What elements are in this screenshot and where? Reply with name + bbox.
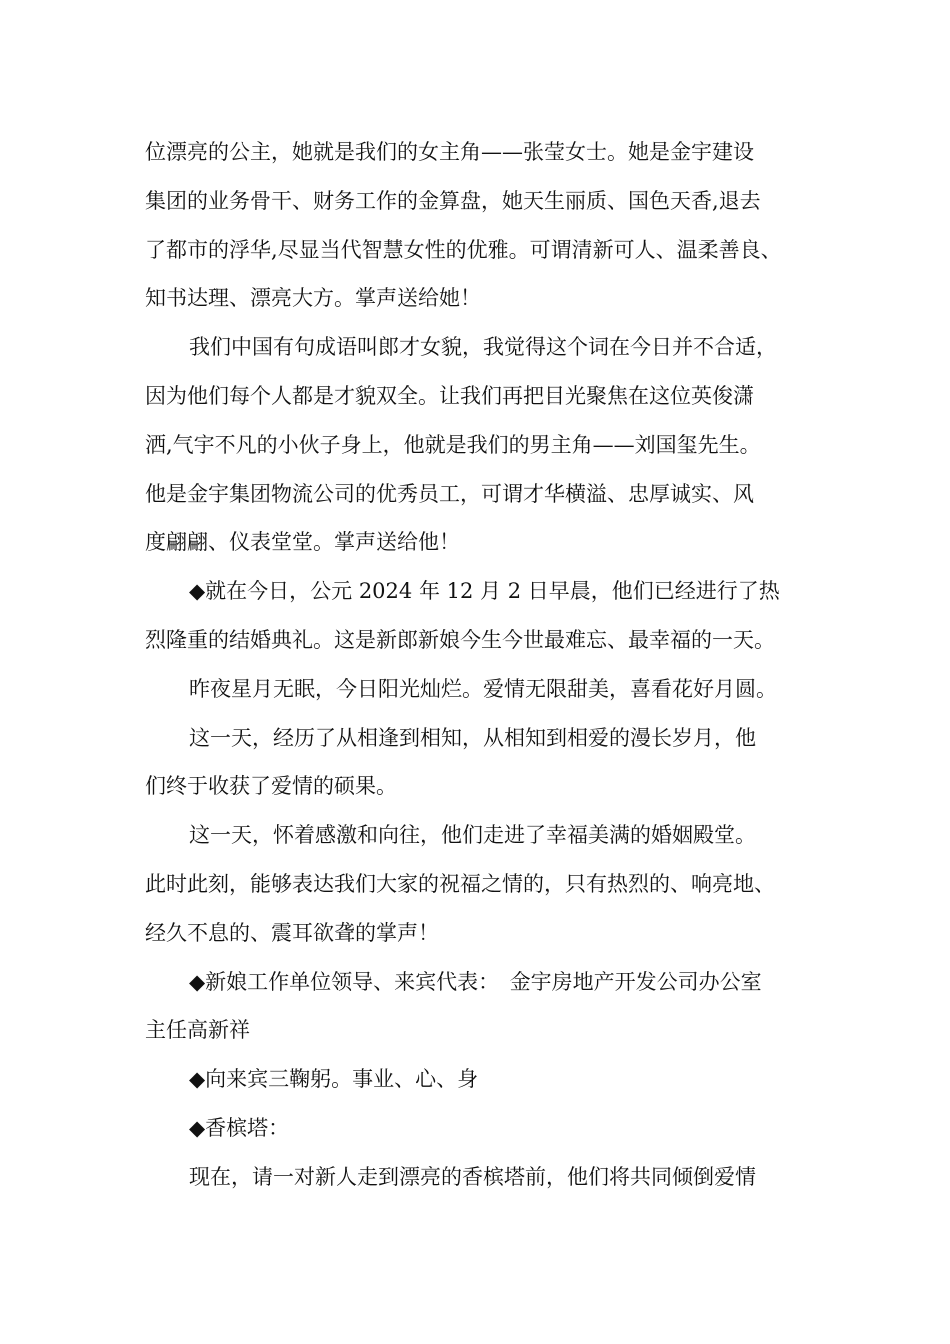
text-line: 了都市的浮华,尽显当代智慧女性的优雅。可谓清新可人、温柔善良、 xyxy=(145,237,782,262)
text-line: ◆香槟塔： xyxy=(189,1115,290,1140)
text-line: 洒,气宇不凡的小伙子身上，他就是我们的男主角——刘国玺先生。 xyxy=(145,432,761,457)
text-line: 这一天，经历了从相逢到相知，从相知到相爱的漫长岁月，他 xyxy=(189,725,756,750)
text-line: 他是金宇集团物流公司的优秀员工，可谓才华横溢、忠厚诚实、风 xyxy=(145,481,754,506)
text-line: 烈隆重的结婚典礼。这是新郎新娘今生今世最难忘、最幸福的一天。 xyxy=(145,627,775,652)
text-line: 主任高新祥 xyxy=(145,1018,250,1043)
text-line: 昨夜星月无眠，今日阳光灿烂。爱情无限甜美，喜看花好月圆。 xyxy=(189,676,777,701)
text-line: 们终于收获了爱情的硕果。 xyxy=(145,774,397,799)
text-line: 集团的业务骨干、财务工作的金算盘，她天生丽质、国色天香,退去 xyxy=(145,188,761,213)
text-line: 我们中国有句成语叫郎才女貌，我觉得这个词在今日并不合适， xyxy=(189,335,777,360)
text-line: 此时此刻，能够表达我们大家的祝福之情的，只有热烈的、响亮地、 xyxy=(145,871,775,896)
document-body xyxy=(145,128,825,1202)
text-line: 经久不息的、震耳欲聋的掌声！ xyxy=(145,920,439,945)
text-line: 度翩翩、仪表堂堂。掌声送给他！ xyxy=(145,530,460,555)
text-line: 这一天，怀着感激和向往，他们走进了幸福美满的婚姻殿堂。 xyxy=(189,823,756,848)
text-line: 现在，请一对新人走到漂亮的香槟塔前，他们将共同倾倒爱情 xyxy=(189,1164,756,1189)
text-line: 因为他们每个人都是才貌双全。让我们再把目光聚焦在这位英俊潇 xyxy=(145,383,754,408)
text-line: ◆向来宾三鞠躬。事业、心、身 xyxy=(189,1067,479,1092)
text-line: ◆就在今日，公元 2024 年 12 月 2 日早晨，他们已经进行了热 xyxy=(189,579,780,604)
text-line: 知书达理、漂亮大方。掌声送给她！ xyxy=(145,286,481,311)
text-line: ◆新娘工作单位领导、来宾代表： 金宇房地产开发公司办公室 xyxy=(189,969,762,994)
text-line: 位漂亮的公主，她就是我们的女主角——张莹女士。她是金宇建设 xyxy=(145,140,754,164)
